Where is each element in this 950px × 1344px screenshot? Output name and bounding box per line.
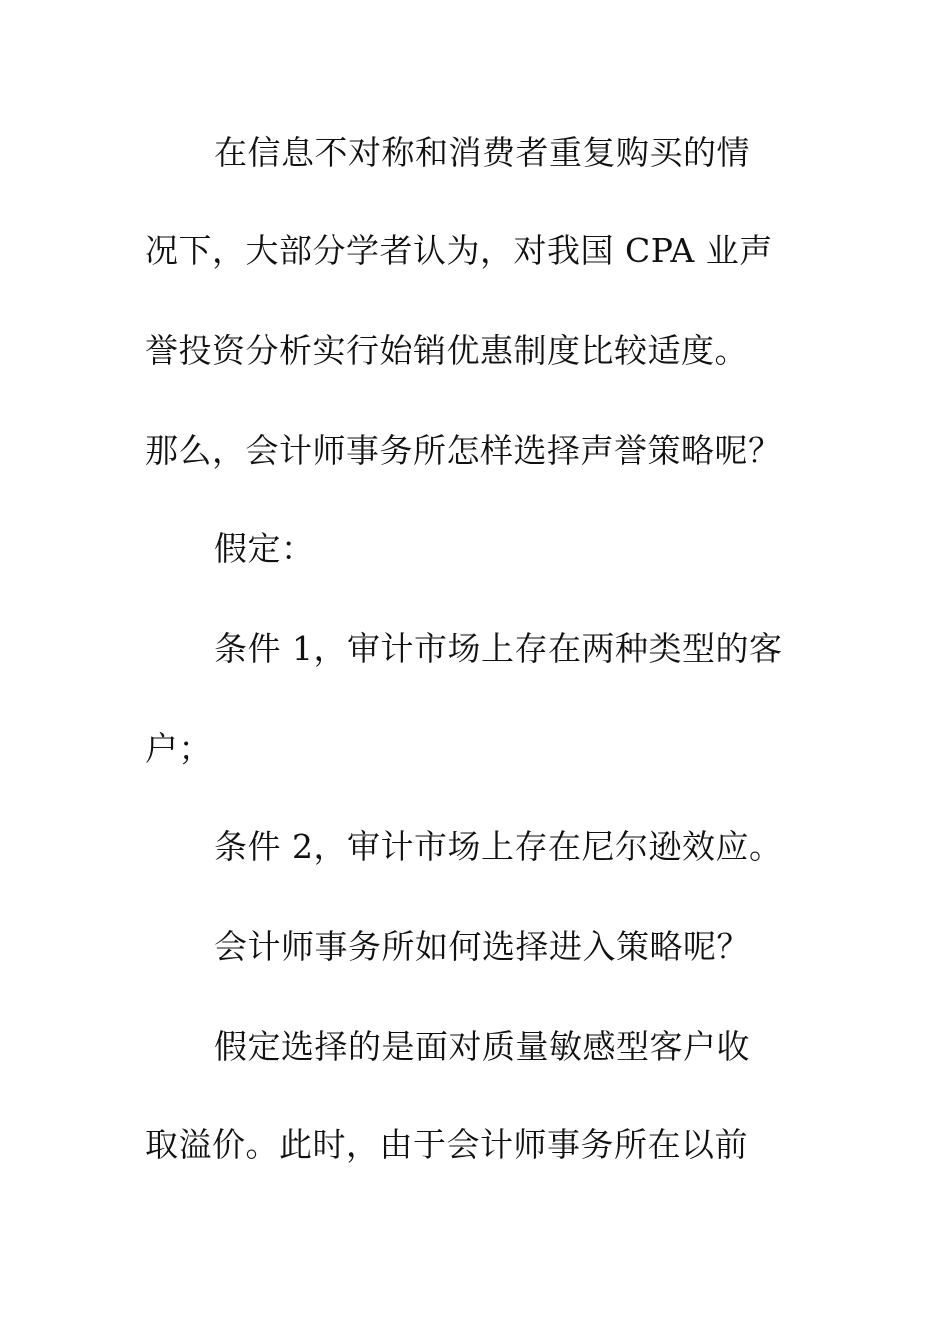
paragraph-line-3: 誉投资分析实行始销优惠制度比较适度。 [145, 331, 748, 370]
paragraph-line-10: 假定选择的是面对质量敏感型客户收 [214, 1027, 750, 1066]
paragraph-line-9: 会计师事务所如何选择进入策略呢？ [214, 927, 750, 966]
paragraph-line-7: 户； [145, 729, 212, 768]
paragraph-line-1: 在信息不对称和消费者重复购买的情 [214, 133, 750, 172]
paragraph-line-11: 取溢价。此时，由于会计师事务所在以前 [145, 1125, 748, 1164]
paragraph-line-4: 那么，会计师事务所怎样选择声誉策略呢？ [145, 431, 782, 470]
paragraph-line-8: 条件 2，审计市场上存在尼尔逊效应。 [214, 827, 783, 866]
paragraph-line-6: 条件 1，审计市场上存在两种类型的客 [214, 629, 783, 668]
paragraph-line-5: 假定： [214, 529, 315, 568]
paragraph-line-2: 况下，大部分学者认为，对我国 CPA 业声 [145, 231, 773, 270]
